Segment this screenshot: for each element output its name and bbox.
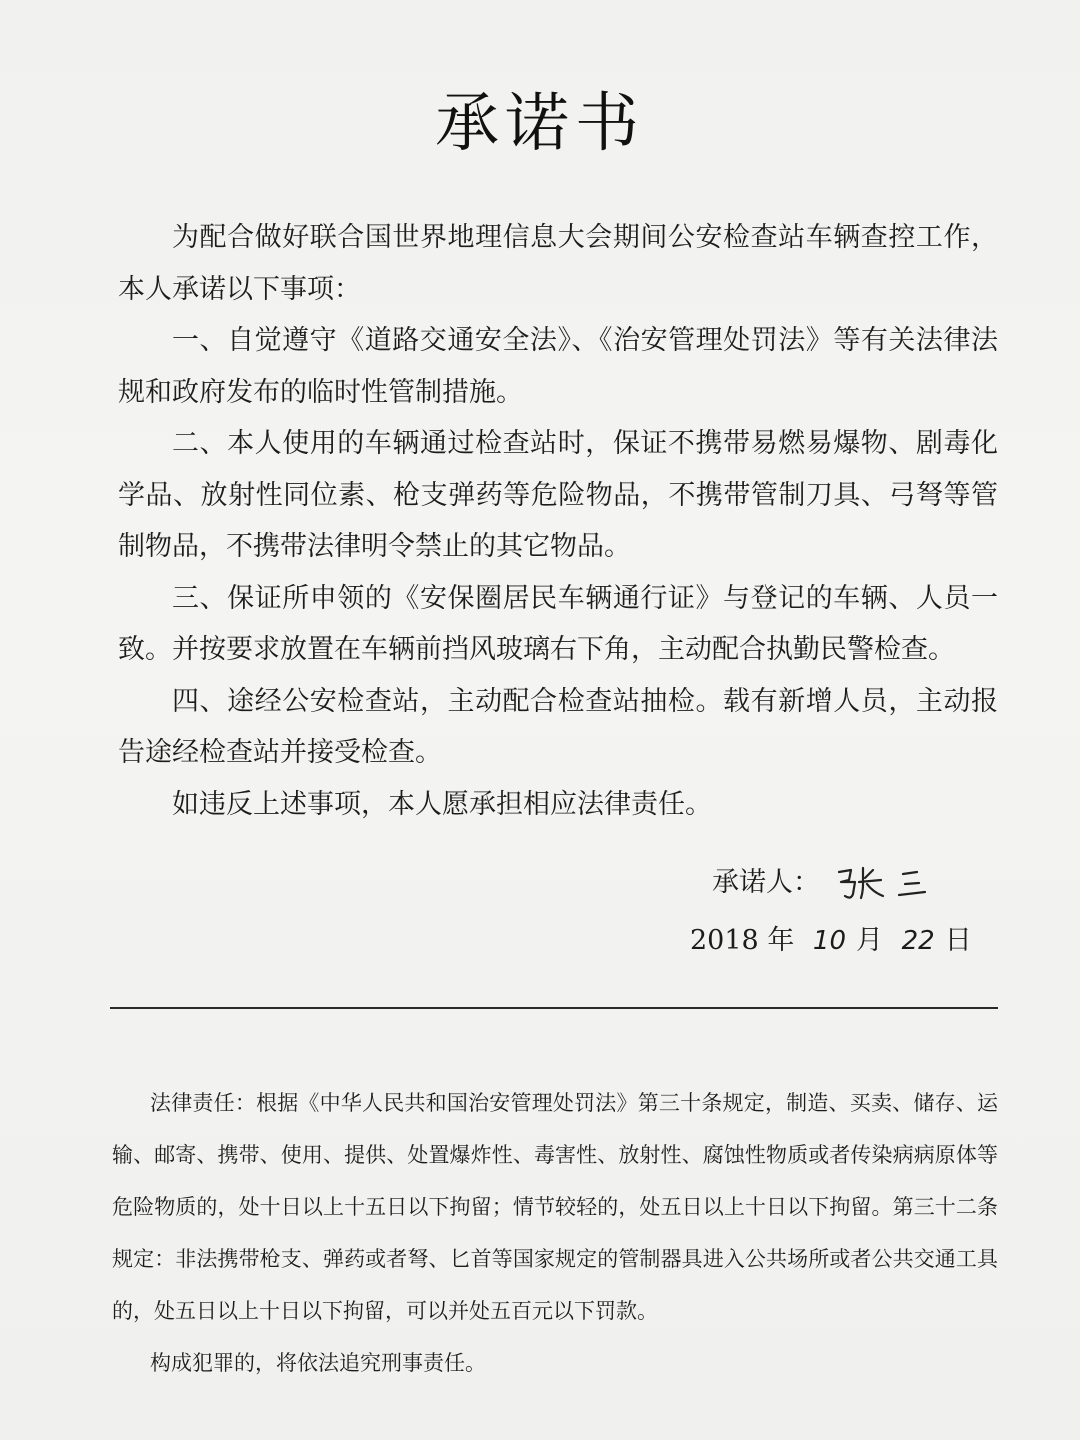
- date-day-unit: 日: [944, 925, 972, 956]
- sign-date: [690, 918, 972, 957]
- handwritten-signature: [833, 862, 943, 906]
- commitment-body: [118, 212, 998, 830]
- date-month-unit: 月: [856, 925, 883, 956]
- intro-paragraph: 为配合做好联合国世界地理信息大会期间公安检查站车辆查控工作，本人承诺以下事项：: [118, 222, 998, 305]
- liability-statement: 如违反上述事项，本人愿承担相应法律责任。: [172, 788, 712, 820]
- signer-line: [712, 860, 943, 906]
- commitment-item-3: 三、保证所申领的《安保圈居民车辆通行证》与登记的车辆、人员一致。并按要求放置在车辆前挡风玻璃右下角，主动配合执勤民警检查。: [118, 582, 998, 665]
- commitment-item-2: 二、本人使用的车辆通过检查站时，保证不携带易燃易爆物、剧毒化学品、放射性同位素、枪支弹药等危险物品，不携带管制刀具、弓弩等管制物品，不携带法律明令禁止的其它物品。: [118, 428, 998, 562]
- legal-notice: [112, 1077, 998, 1389]
- date-year-unit: 年: [767, 925, 795, 956]
- date-day: 22: [901, 926, 935, 956]
- legal-paragraph: 法律责任：根据《中华人民共和国治安管理处罚法》第三十条规定，制造、买卖、储存、运输、邮寄、携带、使用、提供、处置爆炸性、毒害性、放射性、腐蚀性物质或者传染病病原体等危险物质的，处十日以上十五日以下拘留；情节较轻的，处五日以上十日以下拘留。第三十二条规定：非法携带枪支、弹药或者弩、匕首等国家规定的管制器具进入公共场所或者公共交通工具的，处五日以上十日以下拘留，可以并处五百元以下罚款。: [112, 1091, 998, 1323]
- commitment-item-4: 四、途经公安检查站，主动配合检查站抽检。载有新增人员，主动报告途经检查站并接受检查。: [118, 685, 998, 768]
- document-title: 承诺书: [435, 87, 645, 161]
- criminal-liability-paragraph: 构成犯罪的，将依法追究刑事责任。: [150, 1351, 486, 1375]
- signature-drawing: [833, 862, 943, 906]
- commitment-item-1: 一、自觉遵守《道路交通安全法》、《治安管理处罚法》等有关法律法规和政府发布的临时性管制措施。: [118, 325, 998, 408]
- section-divider: [110, 1007, 998, 1009]
- signer-label: 承诺人：: [712, 867, 820, 898]
- date-year: 2018: [690, 925, 759, 956]
- date-month: 10: [812, 926, 846, 956]
